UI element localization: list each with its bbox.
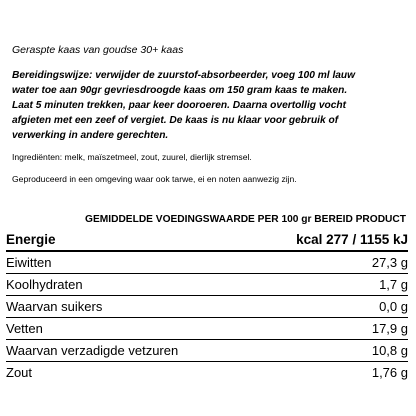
instructions-line-1: Bereidingswijze: verwijder de zuurstof-absorbeerder, voeg 100 ml lauw [12, 70, 356, 81]
instructions-line-3: Laat 5 minuten trekken, paar keer dooroeren. Daarna overtollig vocht [12, 100, 347, 111]
nutrition-label: Vetten [6, 321, 43, 336]
nutrition-label: Waarvan suikers [6, 299, 103, 314]
nutrition-label: Koolhydraten [6, 277, 83, 292]
nutrition-value: 0,0 g [379, 299, 408, 314]
ingredients-text: Ingrediënten: melk, maïszetmeel, zout, zuurel, dierlijk stremsel. [12, 152, 252, 162]
nutrition-value: 17,9 g [371, 321, 408, 336]
allergen-note: Geproduceerd in een omgeving waar ook tarwe, ei en noten aanwezig zijn. [12, 174, 297, 184]
nutrition-label: Waarvan verzadigde vetzuren [6, 343, 179, 358]
instructions-line-5: verwerking in andere gerechten. [12, 130, 169, 141]
nutrition-label: Zout [6, 365, 33, 380]
nutrition-row-zout [6, 362, 408, 383]
nutrition-table [6, 228, 408, 383]
nutrition-value: 1,76 g [371, 365, 408, 380]
nutrition-row-suikers [6, 296, 408, 318]
nutrition-value: 27,3 g [371, 255, 408, 270]
instructions-line-4: afgieten met een zeef of vergiet. De kaas is nu klaar voor gebruik of [12, 115, 339, 126]
preparation-instructions [12, 68, 410, 143]
nutrition-label: Eiwitten [6, 255, 52, 270]
nutrition-row-vetten [6, 318, 408, 340]
nutrition-value: 1,7 g [379, 277, 408, 292]
nutrition-row-energy [6, 228, 408, 252]
nutrition-row-eiwitten [6, 252, 408, 274]
nutrition-value: kcal 277 / 1155 kJ [296, 231, 408, 247]
product-title: Geraspte kaas van goudse 30+ kaas [12, 44, 184, 56]
nutrition-row-verzadigde-vetzuren [6, 340, 408, 362]
nutrition-label: Energie [6, 231, 56, 247]
nutrition-header: GEMIDDELDE VOEDINGSWAARDE PER 100 gr BEREID PRODUCT [85, 214, 406, 225]
nutrition-value: 10,8 g [371, 343, 408, 358]
nutrition-row-koolhydraten [6, 274, 408, 296]
instructions-line-2: water toe aan 90gr gevriesdroogde kaas om 150 gram kaas te maken. [12, 85, 348, 96]
